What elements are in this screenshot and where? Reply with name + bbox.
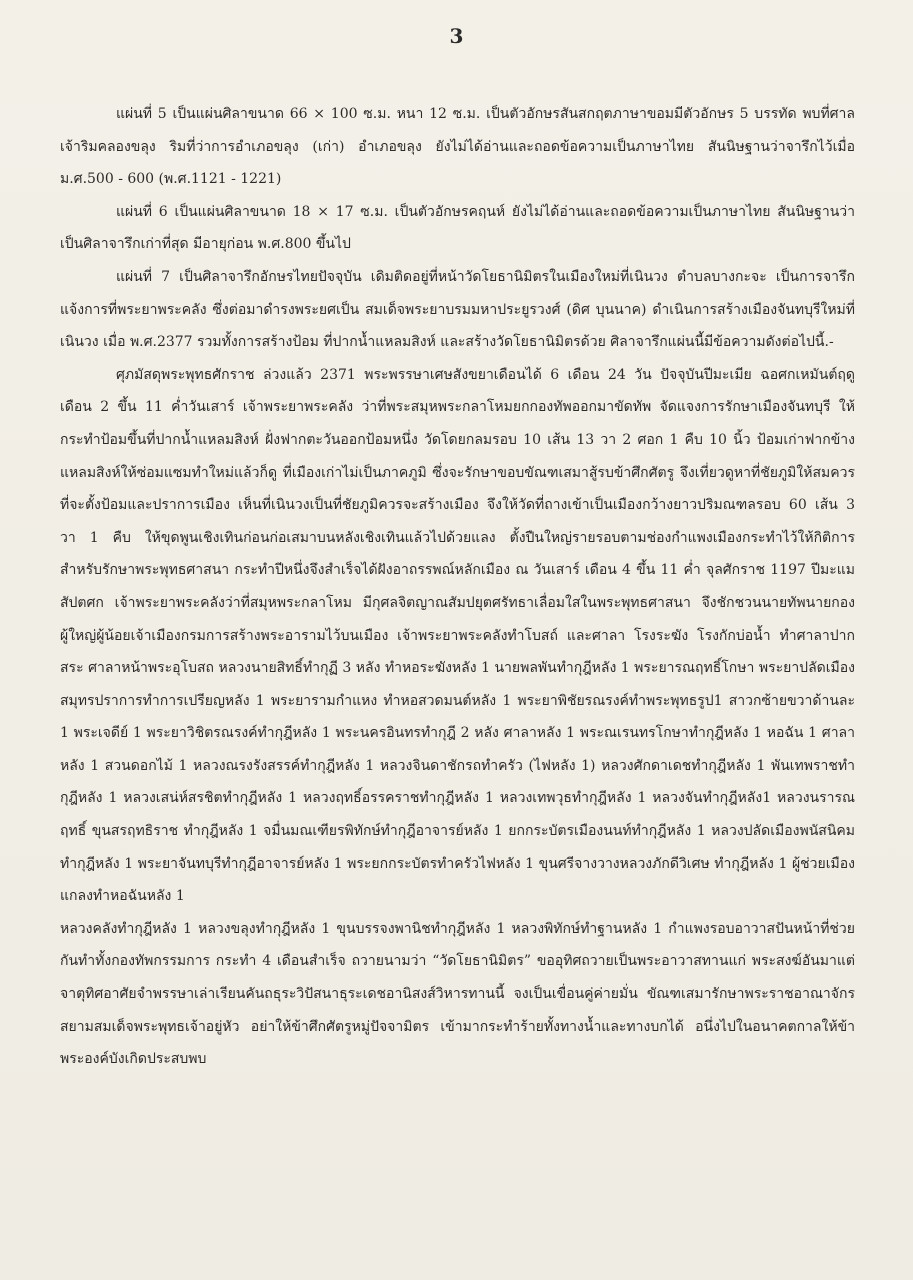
body-text xyxy=(60,98,855,1076)
paragraph-inscription-6: แผ่นที่ 6 เป็นแผ่นศิลาขนาด 18 × 17 ซ.ม. เป็นตัวอักษรคฤนห์ ยังไม่ได้อ่านและถอดข้อความเป็นภาษาไทย สันนิษฐานว่าเป็นศิลาจารึกเก่าที่สุด มีอายุก่อน พ.ศ.800 ขึ้นไป xyxy=(60,203,855,253)
page-number: 3 xyxy=(449,24,464,48)
paragraph-inscription-5: แผ่นที่ 5 เป็นแผ่นศิลาขนาด 66 × 100 ซ.ม. หนา 12 ซ.ม. เป็นตัวอักษรสันสกฤตภาษาขอมมีตัวอักษร 5 บรรทัด พบที่ศาลเจ้าริมคลองขลุง ริมที่ว่าการอำเภอขลุง (เก่า) อำเภอขลุง ยังไม่ได้อ่านและถอดข้อความเป็นภาษาไทย สันนิษฐานว่าจารึกไว้เมื่อ ม.ศ.500 - 600 (พ.ศ.1121 - 1221) xyxy=(60,106,855,188)
paragraph-inscription-continued: หลวงคลังทำกุฎีหลัง 1 หลวงขลุงทำกุฎีหลัง 1 ขุนบรรจงพานิชทำกุฎีหลัง 1 หลวงพิทักษ์ทำฐานหลัง 1 กำแพงรอบอาวาสปันหน้าที่ช่วยกันทำทั้งกองทัพกรรมการ กระทำ 4 เดือนสำเร็จ ถวายนามว่า “วัดโยธานิมิตร” ขออุทิศถวายเป็นพระอาวาสทานแก่ พระสงฆ์อันมาแต่จาตุทิศอาศัยจำพรรษาเล่าเรียนคันถธุระวิปัสนาธุระเดชอานิสงส์วิหารทานนี้ จงเป็นเขื่อนคู่ค่ายมั่น ขัณฑเสมารักษาพระราชอาณาจักรสยามสมเด็จพระพุทธเจ้าอยู่หัว อย่าให้ข้าศึกศัตรูหมู่ปัจจามิตร เข้ามากระทำร้ายทั้งทางน้ำและทางบกได้ อนึ่งไปในอนาคตกาลให้ข้าพระองค์บังเกิดประสบพบ xyxy=(60,920,855,1068)
paragraph-inscription-text: ศุภมัสดุพระพุทธศักราช ล่วงแล้ว 2371 พระพรรษาเศษสังขยาเดือนได้ 6 เดือน 24 วัน ปัจจุบันปีมะเมีย ฉอศกเหมันต์ฤดู เดือน 2 ขึ้น 11 ค่ำวันเสาร์ เจ้าพระยาพระคลัง ว่าที่พระสมุหพระกลาโหมยกกองทัพออกมาขัดทัพ จัดแจงการรักษาเมืองจันทบุรี ให้กระทำป้อมขึ้นที่ปากน้ำแหลมสิงห์ ฝั่งฟากตะวันออกป้อมหนึ่ง วัดโดยกลมรอบ 10 เส้น 13 วา 2 ศอก 1 คืบ 10 นิ้ว ป้อมเก่าฟากข้างแหลมสิงห์ให้ซ่อมแซมทำใหม่แล้วก็ดู ที่เมืองเก่าไม่เป็นภาคภูมิ ซึ่งจะรักษาขอบขัณฑเสมาสู้รบข้าศึกศัตรู จึงเที่ยวดูหาที่ชัยภูมิให้สมควรที่จะตั้งป้อมและปราการเมือง เห็นที่เนินวงเป็นที่ชัยภูมิควรจะสร้างเมือง จึงให้วัดที่ถางเข้าเป็นเมืองกว้างยาวปริมณฑลรอบ 60 เส้น 3 วา 1 คืบ ให้ขุดพูนเชิงเทินก่อนก่อเสมาบนหลังเชิงเทินแล้วไปด้วยแลง ตั้งปืนใหญ่รายรอบตามช่องกำแพงเมืองกระทำไว้ให้กิติการสำหรับรักษาพระพุทธศาสนา กระทำปีหนึ่งจึงสำเร็จได้ฝังอาถรรพณ์หลักเมือง ณ วันเสาร์ เดือน 4 ขึ้น 11 ค่ำ จุลศักราช 1197 ปีมะแม สัปตศก เจ้าพระยาพระคลังว่าที่สมุหพระกลาโหม มีกุศลจิตญาณสัมปยุตศรัทธาเลื่อมใสในพระพุทธศาสนา จึงชักชวนนายทัพนายกองผู้ใหญ่ผู้น้อยเจ้าเมืองกรมการสร้างพระอารามไว้บนเมือง เจ้าพระยาพระคลังทำโบสถ์ และศาลา โรงระฆัง โรงกักบ่อน้ำ ทำศาลาปากสระ ศาลาหน้าพระอุโบสถ หลวงนายสิทธิ์ทำกุฏี 3 หลัง ทำหอระฆังหลัง 1 นายพลพันทำกุฎีหลัง 1 พระยารณฤทธิ์โกษา พระยาปลัดเมือง สมุทรปราการทำการเปรียญหลัง 1 พระยารามกำแหง ทำหอสวดมนต์หลัง 1 พระยาพิชัยรณรงค์ทำพระพุทธรูป1 สาวกซ้ายขวาด้านละ 1 พระเจดีย์ 1 พระยาวิชิตรณรงค์ทำกุฎีหลัง 1 พระนครอินทรทำกุฎี 2 หลัง ศาลาหลัง 1 พระณเรนทรโกษาทำกุฎีหลัง 1 หอฉัน 1 ศาลาหลัง 1 สวนดอกไม้ 1 หลวงณรงรังสรรค์ทำกุฎีหลัง 1 หลวงจินดาชักรถทำครัว (ไฟหลัง 1) หลวงศักดาเดชทำกุฎีหลัง 1 พันเทพราชทำกุฎีหลัง 1 หลวงเสน่ห์สรชิตทำกุฎีหลัง 1 หลวงฤทธิ์อรรคราชทำกุฎีหลัง 1 หลวงเทพวุธทำกุฎีหลัง 1 หลวงจันทำกุฎีหลัง1 หลวงนรารณฤทธิ์ ขุนสรฤทธิราช ทำกุฎีหลัง 1 จมื่นมณเฑียรพิทักษ์ทำกุฎีอาจารย์หลัง 1 ยกกระบัตรเมืองนนท์ทำกุฎีหลัง 1 หลวงปลัดเมืองพนัสนิคม ทำกุฎีหลัง 1 พระยาจันทบุรีทำกุฎีอาจารย์หลัง 1 พระยกกระบัตรทำครัวไฟหลัง 1 ขุนศรีจางวางหลวงภักดีวิเศษ ทำกุฎีหลัง 1 ผู้ช่วยเมืองแกลงทำหอฉันหลัง 1 xyxy=(60,366,855,905)
paragraph-inscription-7: แผ่นที่ 7 เป็นศิลาจารึกอักษรไทยปัจจุบัน เดิมติดอยู่ที่หน้าวัดโยธานิมิตรในเมืองใหม่ที่เนินวง ตำบลบางกะจะ เป็นการจารึกแจ้งการที่พระยาพระคลัง ซึ่งต่อมาดำรงพระยศเป็น สมเด็จพระยาบรมมหาประยูรวงศ์ (ดิศ บุนนาค) ดำเนินการสร้างเมืองจันทบุรีใหม่ที่เนินวง เมื่อ พ.ศ.2377 รวมทั้งการสร้างป้อม ที่ปากน้ำแหลมสิงห์ และสร้างวัดโยธานิมิตรด้วย ศิลาจารึกแผ่นนี้มีข้อความดังต่อไปนี้.- xyxy=(60,268,856,351)
